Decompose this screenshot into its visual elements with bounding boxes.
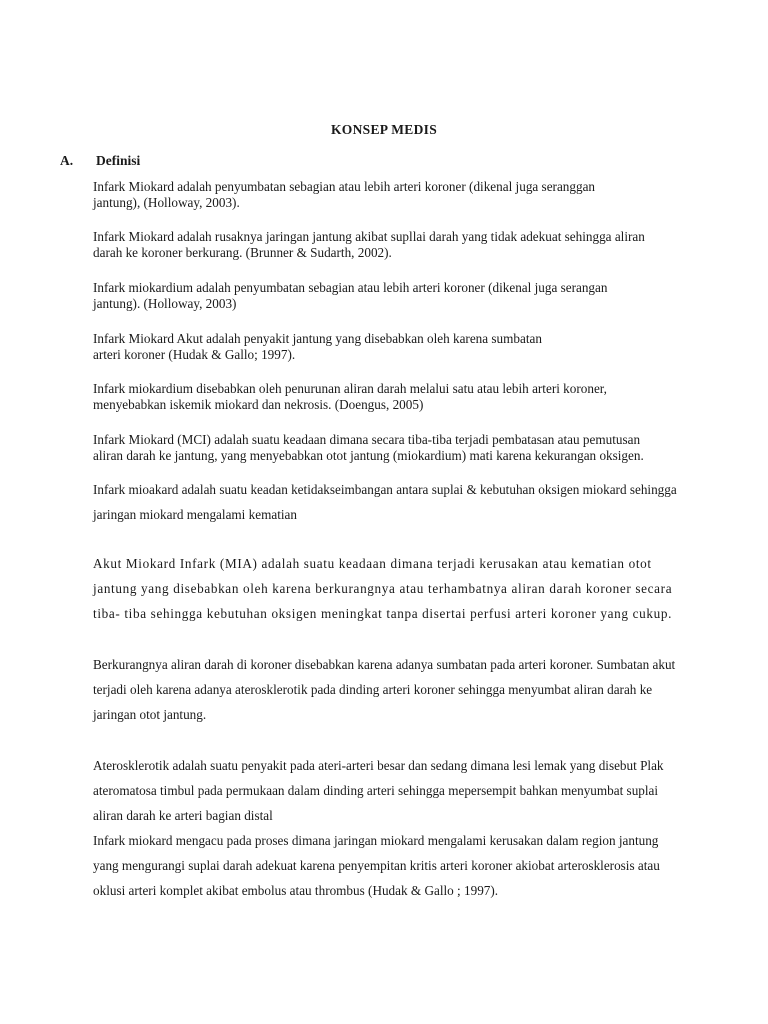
paragraph-6: Infark Miokard (MCI) adalah suatu keadaan dimana secara tiba-tiba terjadi pembatasan atau pemutusan aliran darah ke jantung, yang menyebabkan otot jantung (miokardium) mati karena kekurangan oksigen. xyxy=(93,432,644,463)
paragraph-1: Infark Miokard adalah penyumbatan sebagian atau lebih arteri koroner (dikenal juga seranggan jantung), (Holloway, 2003). xyxy=(93,179,596,210)
paragraph-2: Infark Miokard adalah rusaknya jaringan jantung akibat supllai darah yang tidak adekuat sehingga aliran darah ke koroner berkurang. (Brunner & Sudarth, 2002). xyxy=(93,229,645,260)
section-title: Definisi xyxy=(96,153,141,168)
paragraph-8: Akut Miokard Infark (MIA) adalah suatu keadaan dimana terjadi kerusakan atau kematian otot jantung yang disebabkan oleh karena berkurangnya atau terhambatnya aliran darah koroner secara tiba- tiba sehingga kebutuhan oksigen meningkat tanpa disertai perfusi arteri koroner yang cukup. xyxy=(93,556,673,621)
paragraph-9: Berkurangnya aliran darah di koroner disebabkan karena adanya sumbatan pada arteri koroner. Sumbatan akut terjadi oleh karena adanya aterosklerotik pada dinding arteri koroner sehingga menyumbat aliran darah ke jaringan otot jantung. xyxy=(93,657,676,722)
paragraph-4: Infark Miokard Akut adalah penyakit jantung yang disebabkan oleh karena sumbatan arteri koroner (Hudak & Gallo; 1997). xyxy=(93,331,542,362)
paragraph-10: Aterosklerotik adalah suatu penyakit pada ateri-arteri besar dan sedang dimana lesi lemak yang disebut Plak ateromatosa timbul pada permukaan dalam dinding arteri sehingga mepersempit bahkan menyumbat suplai aliran darah ke arteri bagian distal xyxy=(93,758,664,823)
paragraph-7: Infark mioakard adalah suatu keadan ketidakseimbangan antara suplai & kebutuhan oksigen miokard sehingga jaringan miokard mengalami kematian xyxy=(93,482,677,522)
section-number: A. xyxy=(60,153,74,168)
paragraph-5: Infark miokardium disebabkan oleh penurunan aliran darah melalui satu atau lebih arteri koroner, menyebabkan iskemik miokard dan nekrosis. (Doengus, 2005) xyxy=(93,381,607,412)
page-title: KONSEP MEDIS xyxy=(331,122,437,137)
paragraph-3: Infark miokardium adalah penyumbatan sebagian atau lebih arteri koroner (dikenal juga serangan jantung). (Holloway, 2003) xyxy=(93,280,608,311)
paragraph-11: Infark miokard mengacu pada proses dimana jaringan miokard mengalami kerusakan dalam region jantung yang mengurangi suplai darah adekuat karena penyempitan kritis arteri koroner akiobat arterosklerosis atau oklusi arteri komplet akibat embolus atau thrombus (Hudak & Gallo ; 1997). xyxy=(93,833,660,898)
